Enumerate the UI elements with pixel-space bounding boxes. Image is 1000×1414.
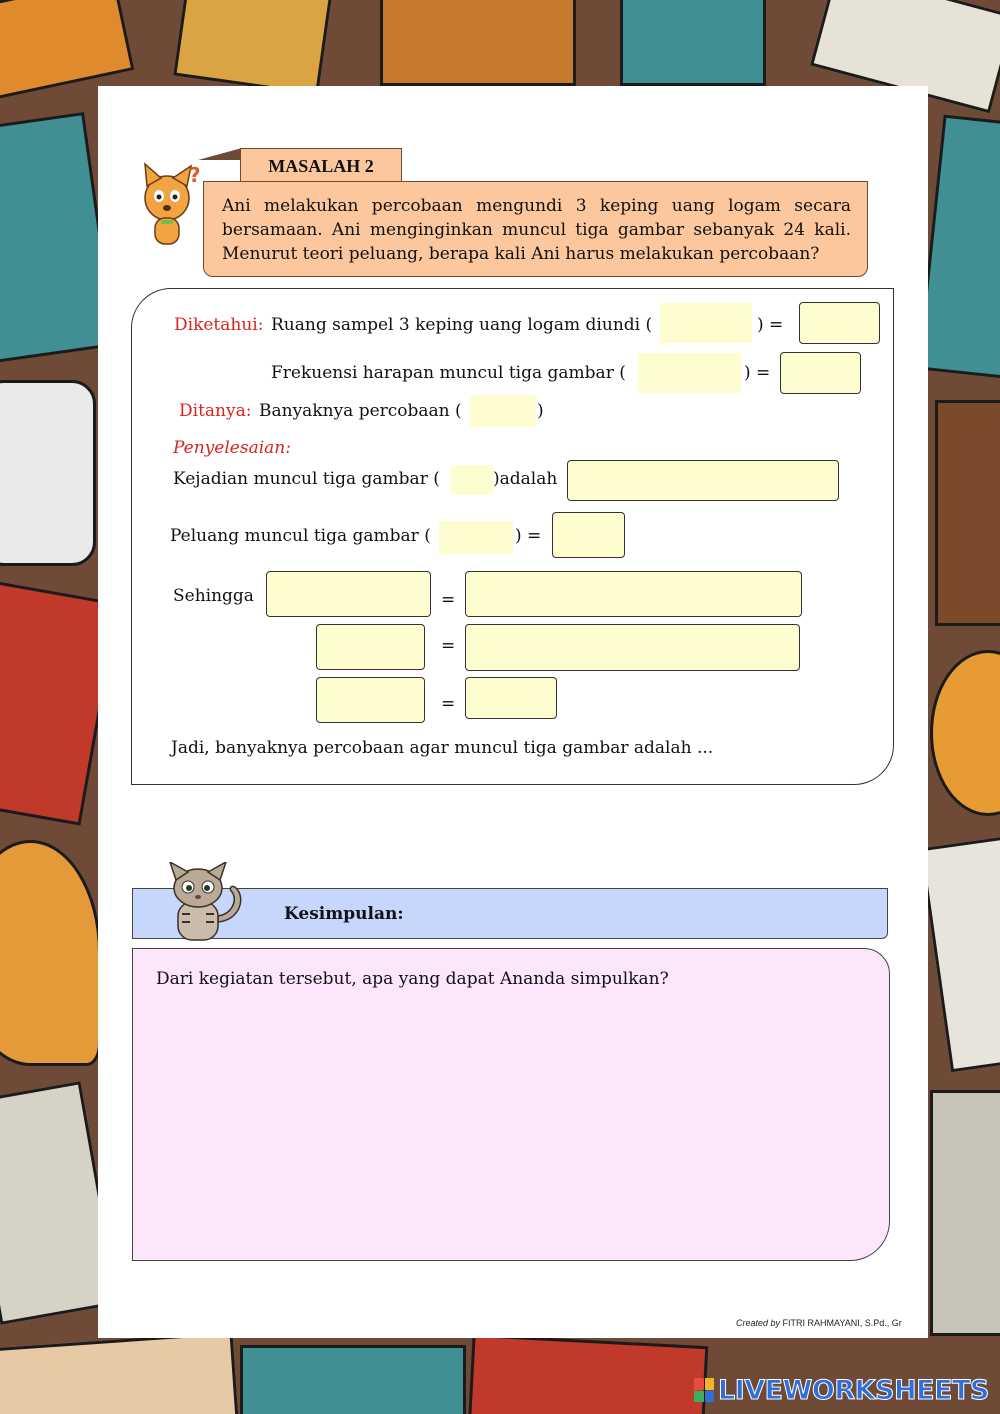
expected-frequency-symbol-input[interactable] — [638, 353, 741, 393]
known-line-2-close: ) = — [744, 363, 771, 383]
tabby-cat-mascot — [160, 862, 250, 944]
so-label: Sehingga — [173, 586, 254, 606]
sample-space-value-input[interactable] — [799, 302, 880, 344]
formula-left-3-input[interactable] — [316, 677, 425, 723]
author-credit — [736, 1318, 902, 1328]
brand-name: LIVEWORKSHEETS — [718, 1374, 989, 1406]
formula-left-2-input[interactable] — [316, 624, 425, 670]
conclusion-label: Kesimpulan: — [284, 904, 404, 924]
probability-close: ) = — [515, 526, 542, 546]
event-text: Kejadian muncul tiga gambar ( — [173, 469, 440, 489]
liveworksheets-logo[interactable] — [694, 1374, 989, 1406]
known-line-2: Frekuensi harapan muncul tiga gambar ( — [271, 363, 626, 383]
trials-symbol-input[interactable] — [470, 395, 536, 427]
conclusion-question: Dari kegiatan tersebut, apa yang dapat Ananda simpulkan? — [156, 969, 669, 989]
problem-statement: Ani melakukan percobaan mengundi 3 keping uang logam secara bersamaan. Ani menginginkan muncul tiga gambar sebanyak 24 kali. Menurut teori peluang, berapa kali Ani harus melakukan percobaan? — [203, 181, 868, 277]
problem-title: MASALAH 2 — [240, 148, 402, 184]
formula-right-1-input[interactable] — [465, 571, 802, 617]
credit-prefix: Created by — [736, 1318, 781, 1328]
credit-author: FITRI RAHMAYANI, S.Pd., Gr — [782, 1318, 902, 1328]
probability-value-input[interactable] — [552, 512, 625, 558]
event-close: )adalah — [493, 469, 558, 489]
equals-sign-1: = — [441, 590, 456, 610]
asked-label: Ditanya: — [179, 401, 252, 421]
known-line-1: Ruang sampel 3 keping uang logam diundi ( — [271, 315, 653, 335]
equals-sign-3: = — [441, 694, 456, 714]
solution-label: Penyelesaian: — [173, 438, 291, 458]
formula-left-1-input[interactable] — [266, 571, 431, 617]
asked-close: ) — [537, 401, 544, 421]
probability-symbol-input[interactable] — [439, 521, 513, 554]
event-symbol-input[interactable] — [451, 465, 493, 495]
formula-right-2-input[interactable] — [465, 624, 800, 671]
probability-text: Peluang muncul tiga gambar ( — [170, 526, 431, 546]
known-line-1-close: ) = — [757, 315, 784, 335]
conclusion-line: Jadi, banyaknya percobaan agar muncul tiga gambar adalah ... — [171, 738, 714, 758]
conclusion-answer-area[interactable] — [132, 948, 890, 1261]
svg-text:?: ? — [189, 163, 201, 187]
liveworksheets-grid-icon — [694, 1378, 714, 1402]
sample-space-symbol-input[interactable] — [660, 303, 752, 343]
expected-frequency-value-input[interactable] — [780, 352, 861, 394]
event-value-input[interactable] — [567, 460, 839, 501]
orange-cat-mascot — [135, 160, 205, 250]
equals-sign-2: = — [441, 636, 456, 656]
formula-right-3-input[interactable] — [465, 677, 557, 719]
title-tab-notch — [198, 148, 242, 160]
known-label: Diketahui: — [174, 315, 264, 335]
asked-text: Banyaknya percobaan ( — [259, 401, 462, 421]
